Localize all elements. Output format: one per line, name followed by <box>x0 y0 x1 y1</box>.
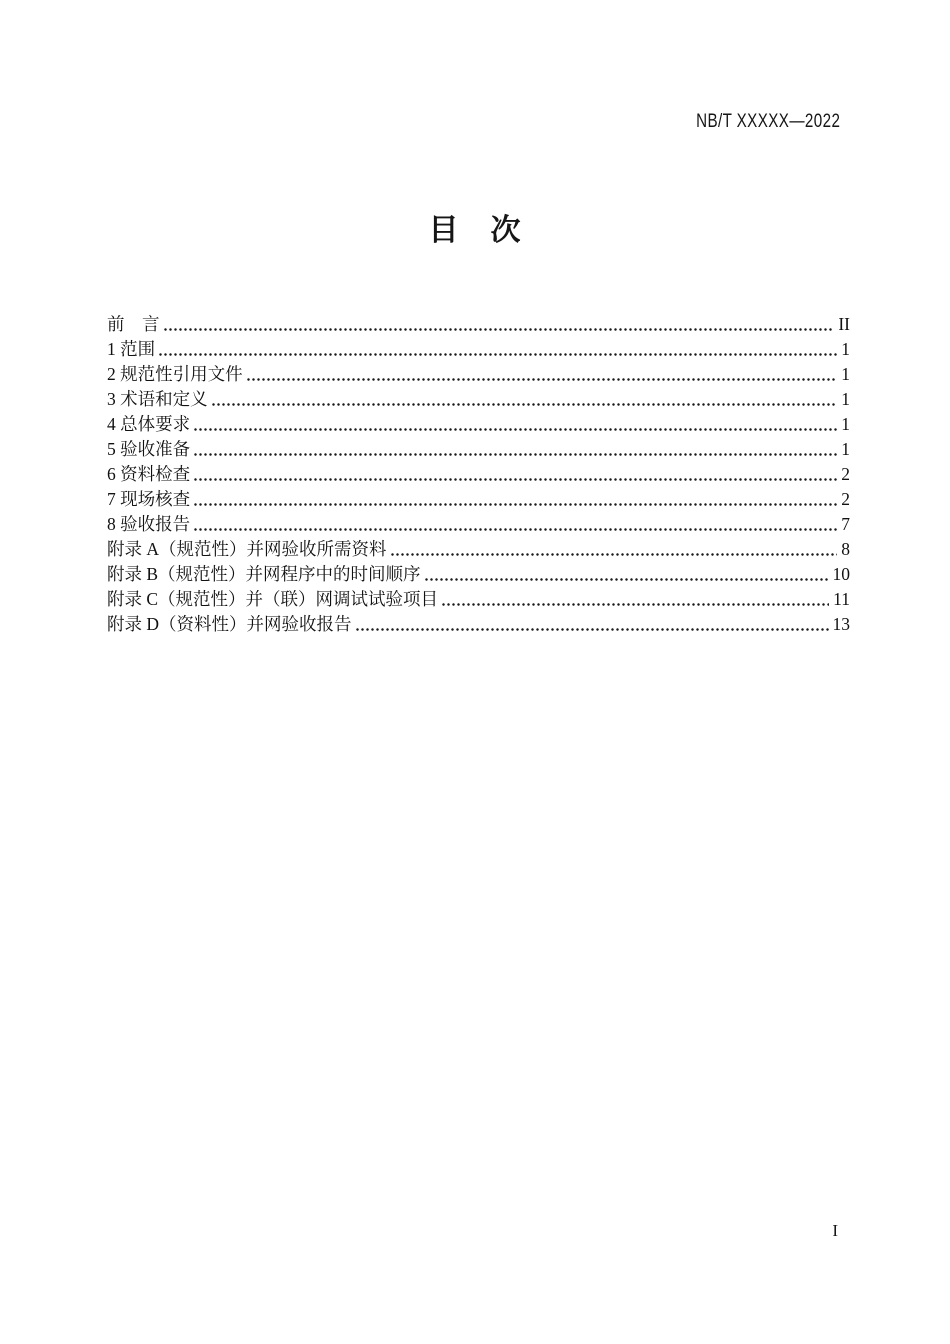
toc-entry <box>107 510 850 535</box>
toc-entry-label: 附录 D（资料性）并网验收报告 <box>107 614 352 634</box>
toc-entry <box>107 435 850 460</box>
toc-leader-dots <box>391 535 838 560</box>
toc-entry <box>107 610 850 635</box>
toc-entry-label: 5 验收准备 <box>107 439 191 459</box>
toc-entry-label: 附录 A（规范性）并网验收所需资料 <box>107 539 387 559</box>
toc-entry-label: 7 现场核查 <box>107 489 191 509</box>
toc-page-number: 13 <box>832 614 850 634</box>
toc-entry-label: 6 资料检查 <box>107 464 191 484</box>
toc-entry-label: 前 言 <box>107 314 160 334</box>
toc-leader-dots <box>212 385 838 410</box>
toc-entry-label: 2 规范性引用文件 <box>107 364 243 384</box>
toc-page-number: 1 <box>841 339 850 359</box>
toc-entry-label: 3 术语和定义 <box>107 389 208 409</box>
toc-page-number: 1 <box>841 364 850 384</box>
toc-entry <box>107 385 850 410</box>
toc-entry-label: 附录 C（规范性）并（联）网调试试验项目 <box>107 589 439 609</box>
toc-leader-dots <box>442 585 829 610</box>
toc-leader-dots <box>247 360 838 385</box>
toc-leader-dots <box>164 310 835 335</box>
toc-entry <box>107 460 850 485</box>
footer-page-number: I <box>832 1221 838 1240</box>
toc-leader-dots <box>194 485 837 510</box>
toc-entry <box>107 560 850 585</box>
doc-code: NB/T XXXXX—2022 <box>695 111 840 132</box>
toc-leader-dots <box>356 610 829 635</box>
toc-entry <box>107 410 850 435</box>
toc-leader-dots <box>194 460 837 485</box>
toc-entry <box>107 335 850 360</box>
toc-page-number: 7 <box>841 514 850 534</box>
toc-entry-label: 1 范围 <box>107 339 156 359</box>
toc-page-number: 8 <box>841 539 850 559</box>
toc-entry <box>107 585 850 610</box>
toc-leader-dots <box>159 335 837 360</box>
toc-entry-label: 4 总体要求 <box>107 414 191 434</box>
toc-leader-dots <box>194 410 837 435</box>
page-title: 目 次 <box>428 214 522 247</box>
toc-page-number: 2 <box>841 489 850 509</box>
toc-leader-dots <box>194 435 837 460</box>
toc-entry-label: 附录 B（规范性）并网程序中的时间顺序 <box>107 564 421 584</box>
toc-list <box>107 310 850 635</box>
toc-page-number: 1 <box>841 414 850 434</box>
toc-entry <box>107 360 850 385</box>
toc-leader-dots <box>425 560 829 585</box>
toc-page-number: 1 <box>841 439 850 459</box>
toc-page-number: 2 <box>841 464 850 484</box>
toc-page-number: 11 <box>833 589 850 609</box>
toc-entry-label: 8 验收报告 <box>107 514 191 534</box>
toc-entry <box>107 535 850 560</box>
toc-page-number: 1 <box>841 389 850 409</box>
toc-entry <box>107 485 850 510</box>
toc-leader-dots <box>194 510 837 535</box>
toc-page-number: 10 <box>832 564 850 584</box>
toc-entry <box>107 310 850 335</box>
toc-page-number: II <box>838 314 850 334</box>
